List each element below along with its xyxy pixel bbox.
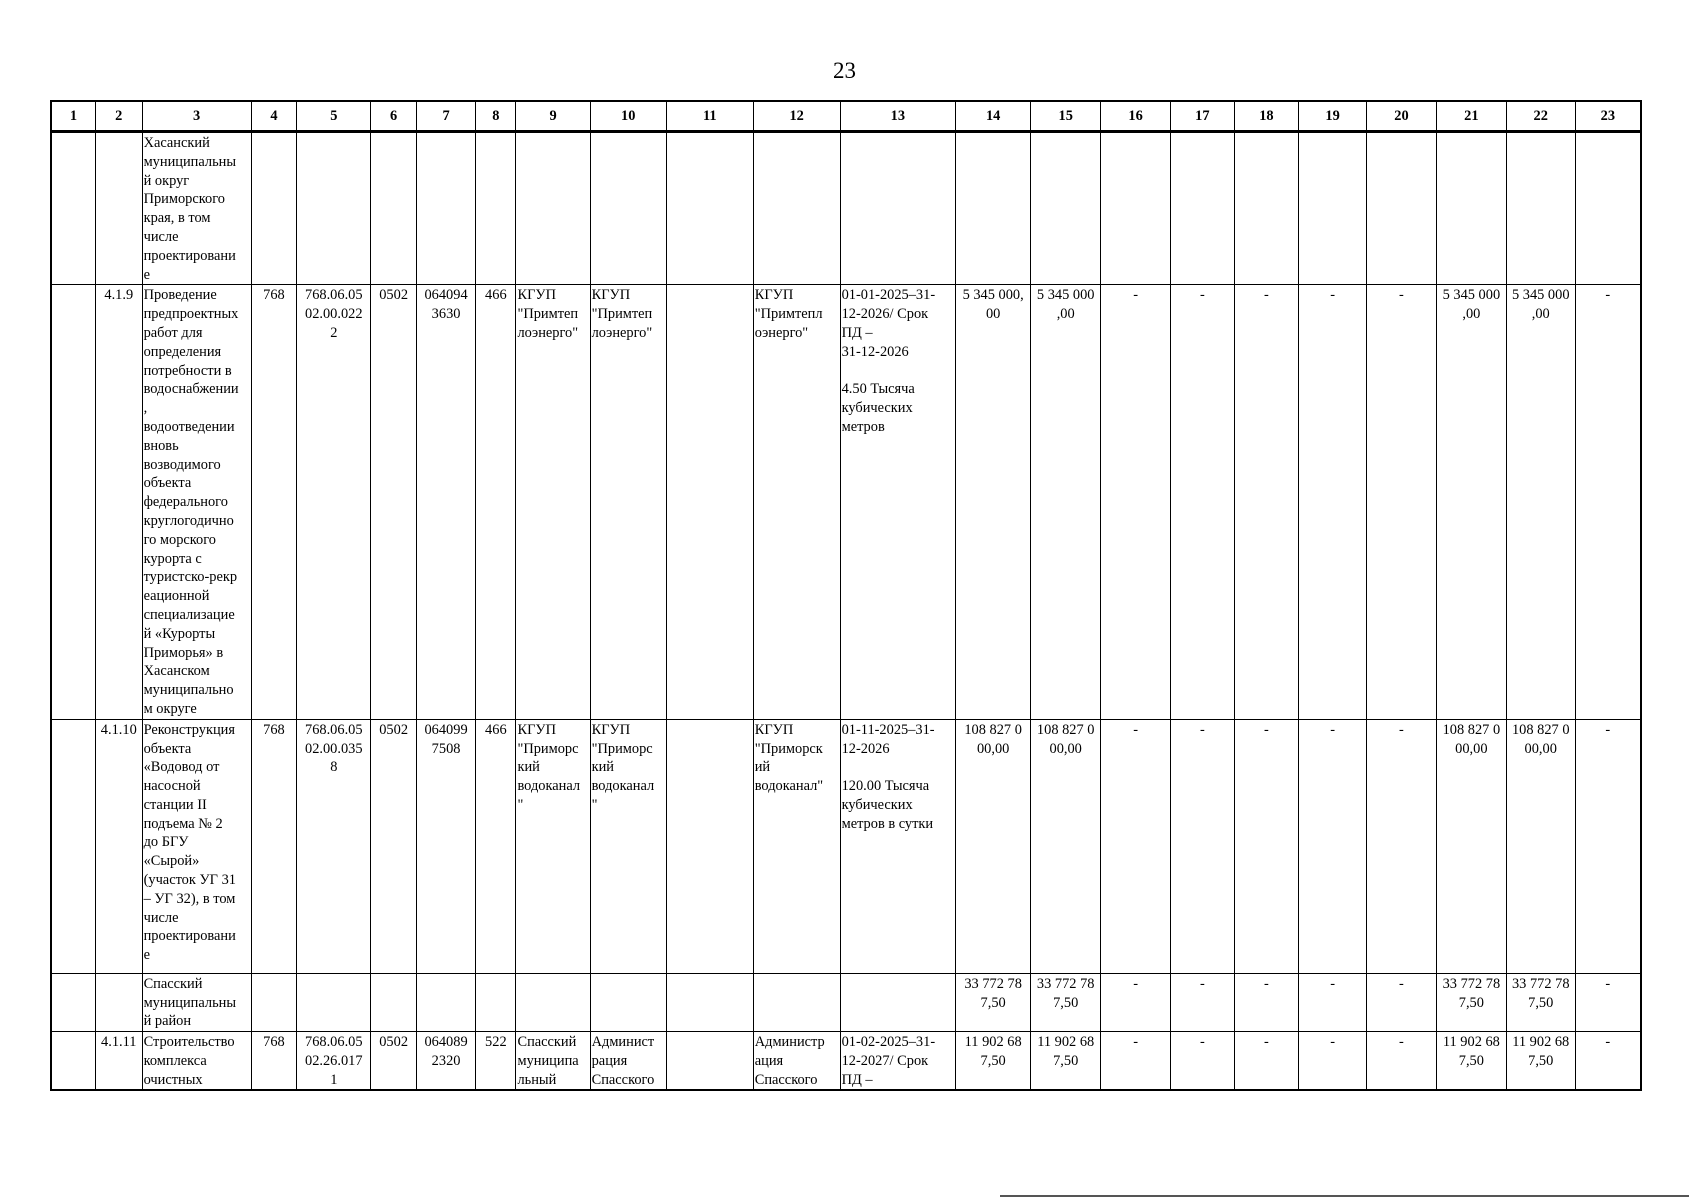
column-header-10: 10: [590, 101, 666, 132]
table-cell-col-6: [371, 719, 417, 973]
table-cell-col-20: [1367, 1032, 1437, 1091]
table-cell-col-22: [1506, 1032, 1575, 1091]
table-cell-col-20: [1367, 719, 1437, 973]
cell-text: Спасский муниципа льный: [517, 1034, 579, 1088]
table-row: [51, 719, 1641, 973]
table-cell-col-14: [956, 285, 1031, 719]
cell-text: 01-01-2025–31- 12-2026/ Срок ПД – 31-12-2026 4.50 Тысяча кубических метров: [841, 287, 936, 435]
cell-text: 0502: [379, 287, 409, 304]
cell-text: Реконструкция объекта «Водовод от насосной станции II подъема № 2 до БГУ «Сырой» (участок УГ 31 – УГ 32), в том числе проектировани е: [143, 721, 236, 964]
table-row: [51, 285, 1641, 719]
table-cell-col-22: [1506, 973, 1575, 1031]
table-cell-col-3: [142, 1032, 251, 1091]
table-cell-col-12: [753, 285, 840, 719]
table-cell-col-11: [666, 973, 753, 1031]
cell-text: КГУП "Приморс кий водоканал ": [517, 721, 581, 813]
table-cell-col-6: [371, 1032, 417, 1091]
cell-text: 01-11-2025–31- 12-2026 120.00 Тысяча кубических метров в сутки: [841, 721, 935, 832]
table-cell-col-21: [1436, 132, 1506, 285]
cell-text: Администр ация Спасского: [754, 1034, 825, 1088]
table-cell-col-11: [666, 132, 753, 285]
table-cell-col-9: [516, 1032, 590, 1091]
cell-text: Строительство комплекса очистных: [143, 1034, 235, 1088]
column-header-6: 6: [371, 101, 417, 132]
table-row: [51, 973, 1641, 1031]
column-header-4: 4: [251, 101, 297, 132]
cell-text: -: [1399, 721, 1404, 738]
table-cell-col-16: [1101, 973, 1171, 1031]
table-cell-col-1: [51, 285, 95, 719]
table-cell-col-5: [297, 973, 371, 1031]
page-number: 23: [833, 58, 856, 83]
table-cell-col-9: [516, 132, 590, 285]
table-cell-col-5: [297, 285, 371, 719]
table-cell-col-14: [956, 1032, 1031, 1091]
cell-text: 466: [485, 721, 507, 738]
table-cell-col-9: [516, 973, 590, 1031]
column-header-14: 14: [956, 101, 1031, 132]
column-header-17: 17: [1171, 101, 1235, 132]
cell-text: 064094 3630: [424, 287, 468, 323]
column-header-1: 1: [51, 101, 95, 132]
cell-text: 522: [485, 1034, 507, 1051]
cell-text: -: [1605, 287, 1611, 304]
table-cell-col-17: [1171, 285, 1235, 719]
table-cell-col-10: [590, 132, 666, 285]
table-cell-col-1: [51, 973, 95, 1031]
cell-text: 768: [263, 287, 285, 304]
table-cell-col-11: [666, 285, 753, 719]
cell-text: 768.06.05 02.00.035 8: [305, 721, 363, 776]
cell-text: 466: [485, 287, 507, 304]
column-header-3: 3: [142, 101, 251, 132]
cell-text: Хасанский муниципальны й округ Приморского края, в том числе проектировани е: [143, 135, 237, 283]
table-cell-col-17: [1171, 1032, 1235, 1091]
table-cell-col-19: [1299, 1032, 1367, 1091]
table-cell-col-3: [142, 719, 251, 973]
table-cell-col-14: [956, 132, 1031, 285]
cell-text: 0502: [379, 721, 409, 738]
table-cell-col-2: [95, 973, 142, 1031]
column-header-16: 16: [1101, 101, 1171, 132]
table-cell-col-13: [840, 719, 955, 973]
cell-text: 5 345 000 ,00: [1511, 287, 1570, 323]
table-cell-col-15: [1031, 719, 1101, 973]
cell-text: -: [1330, 975, 1335, 992]
table-cell-col-3: [142, 285, 251, 719]
table-cell-col-23: [1575, 285, 1641, 719]
table-cell-col-16: [1101, 1032, 1171, 1091]
column-header-21: 21: [1436, 101, 1506, 132]
cell-text: Админист рация Спасского: [591, 1034, 655, 1088]
table-cell-col-12: [753, 973, 840, 1031]
table-cell-col-14: [956, 719, 1031, 973]
column-header-22: 22: [1506, 101, 1575, 132]
table-cell-col-19: [1299, 285, 1367, 719]
table-cell-col-20: [1367, 973, 1437, 1031]
cell-text: КГУП "Примтеп лоэнерго": [517, 287, 579, 341]
table-cell-col-1: [51, 1032, 95, 1091]
cell-text: -: [1199, 1034, 1205, 1051]
table-cell-col-3: [142, 973, 251, 1031]
cell-text: -: [1605, 721, 1611, 738]
cell-text: -: [1264, 975, 1269, 992]
cell-text: КГУП "Примтепл оэнерго": [754, 287, 823, 341]
column-header-23: 23: [1575, 101, 1641, 132]
column-header-11: 11: [666, 101, 753, 132]
table-cell-col-1: [51, 719, 95, 973]
cell-text: 33 772 78 7,50: [1036, 975, 1095, 1011]
table-cell-col-4: [251, 719, 297, 973]
cell-text: 108 827 0 00,00: [1036, 721, 1095, 757]
bottom-rule: [1000, 1195, 1689, 1197]
table-cell-col-23: [1575, 973, 1641, 1031]
table-cell-col-12: [753, 132, 840, 285]
table-cell-col-8: [476, 1032, 516, 1091]
table-cell-col-16: [1101, 285, 1171, 719]
table-cell-col-16: [1101, 719, 1171, 973]
cell-text: 33 772 78 7,50: [964, 975, 1022, 1011]
table-row: [51, 1032, 1641, 1091]
cell-text: -: [1264, 287, 1269, 304]
table-cell-col-15: [1031, 132, 1101, 285]
cell-text: -: [1605, 975, 1611, 992]
table-cell-col-4: [251, 285, 297, 719]
table-cell-col-8: [476, 285, 516, 719]
cell-text: 5 345 000, 00: [962, 287, 1024, 323]
table-cell-col-15: [1031, 285, 1101, 719]
cell-text: 11 902 68 7,50: [1512, 1034, 1570, 1069]
cell-text: -: [1199, 287, 1205, 304]
table-cell-col-18: [1234, 132, 1299, 285]
table-cell-col-5: [297, 132, 371, 285]
column-header-5: 5: [297, 101, 371, 132]
table-cell-col-12: [753, 1032, 840, 1091]
table-cell-col-15: [1031, 973, 1101, 1031]
table-cell-col-11: [666, 719, 753, 973]
table-cell-col-22: [1506, 285, 1575, 719]
cell-text: 064099 7508: [424, 721, 468, 757]
table-cell-col-6: [371, 132, 417, 285]
cell-text: -: [1133, 975, 1138, 992]
cell-text: -: [1399, 1034, 1404, 1051]
column-header-12: 12: [753, 101, 840, 132]
cell-text: 4.1.11: [101, 1034, 137, 1051]
table-cell-col-21: [1436, 1032, 1506, 1091]
table-cell-col-8: [476, 132, 516, 285]
table-cell-col-7: [416, 719, 475, 973]
table-cell-col-13: [840, 285, 955, 719]
cell-text: 11 902 68 7,50: [1442, 1034, 1500, 1069]
cell-text: 5 345 000 ,00: [1442, 287, 1501, 323]
column-header-8: 8: [476, 101, 516, 132]
column-header-13: 13: [840, 101, 955, 132]
cell-text: Проведение предпроектных работ для определения потребности в водоснабжении , водоотведении вновь возводимого объекта федерального круглогодично го морского курорта с туристско-рекр еационной специализацие й «Курорты Приморья» в Хасанском муниципально м округе: [143, 287, 239, 717]
table-cell-col-13: [840, 1032, 955, 1091]
cell-text: -: [1330, 287, 1335, 304]
table-row: [51, 132, 1641, 285]
table-cell-col-4: [251, 1032, 297, 1091]
table-cell-col-7: [416, 285, 475, 719]
cell-text: КГУП "Примтеп лоэнерго": [591, 287, 653, 341]
table-cell-col-22: [1506, 132, 1575, 285]
cell-text: -: [1133, 1034, 1138, 1051]
table-cell-col-17: [1171, 973, 1235, 1031]
cell-text: 768.06.05 02.00.022 2: [305, 287, 363, 341]
table-cell-col-10: [590, 1032, 666, 1091]
table-cell-col-7: [416, 973, 475, 1031]
cell-text: 0502: [379, 1034, 409, 1051]
table-cell-col-18: [1234, 973, 1299, 1031]
cell-text: 33 772 78 7,50: [1442, 975, 1501, 1011]
table-cell-col-5: [297, 719, 371, 973]
cell-text: 768: [263, 721, 285, 738]
table-cell-col-23: [1575, 1032, 1641, 1091]
cell-text: 4.1.9: [104, 287, 134, 304]
cell-text: 01-02-2025–31- 12-2027/ Срок ПД –: [841, 1034, 936, 1088]
table-body: [51, 132, 1641, 1091]
column-header-7: 7: [416, 101, 475, 132]
table-cell-col-21: [1436, 719, 1506, 973]
table-cell-col-5: [297, 1032, 371, 1091]
table-cell-col-8: [476, 973, 516, 1031]
table-cell-col-13: [840, 973, 955, 1031]
cell-text: 4.1.10: [100, 721, 137, 738]
table-cell-col-3: [142, 132, 251, 285]
cell-text: 11 902 68 7,50: [1037, 1034, 1095, 1069]
column-header-2: 2: [95, 101, 142, 132]
table-cell-col-2: [95, 719, 142, 973]
column-header-18: 18: [1234, 101, 1299, 132]
table-cell-col-7: [416, 1032, 475, 1091]
table-cell-col-14: [956, 973, 1031, 1031]
cell-text: -: [1330, 1034, 1335, 1051]
table-cell-col-17: [1171, 719, 1235, 973]
cell-text: 108 827 0 00,00: [964, 721, 1022, 757]
table-cell-col-6: [371, 285, 417, 719]
table-cell-col-12: [753, 719, 840, 973]
cell-text: 33 772 78 7,50: [1511, 975, 1570, 1011]
table-cell-col-16: [1101, 132, 1171, 285]
table-cell-col-17: [1171, 132, 1235, 285]
table-cell-col-20: [1367, 132, 1437, 285]
table-cell-col-19: [1299, 973, 1367, 1031]
cell-text: -: [1264, 1034, 1269, 1051]
cell-text: -: [1199, 975, 1205, 992]
cell-text: 768.06.05 02.26.017 1: [305, 1034, 363, 1088]
data-table: [50, 100, 1642, 1091]
table-cell-col-23: [1575, 132, 1641, 285]
cell-text: -: [1330, 721, 1335, 738]
table-cell-col-20: [1367, 285, 1437, 719]
cell-text: 108 827 0 00,00: [1511, 721, 1570, 757]
table-cell-col-18: [1234, 1032, 1299, 1091]
cell-text: 11 902 68 7,50: [964, 1034, 1022, 1069]
table-cell-col-18: [1234, 285, 1299, 719]
table-cell-col-19: [1299, 132, 1367, 285]
table-cell-col-13: [840, 132, 955, 285]
cell-text: 5 345 000 ,00: [1036, 287, 1095, 323]
table-cell-col-15: [1031, 1032, 1101, 1091]
cell-text: -: [1133, 287, 1138, 304]
table-cell-col-2: [95, 285, 142, 719]
cell-text: 064089 2320: [424, 1034, 468, 1069]
table-cell-col-1: [51, 132, 95, 285]
table-cell-col-6: [371, 973, 417, 1031]
cell-text: -: [1199, 721, 1205, 738]
table-cell-col-10: [590, 973, 666, 1031]
table-cell-col-22: [1506, 719, 1575, 973]
table-cell-col-18: [1234, 719, 1299, 973]
table-cell-col-2: [95, 132, 142, 285]
cell-text: -: [1605, 1034, 1611, 1051]
table-cell-col-11: [666, 1032, 753, 1091]
table-cell-col-9: [516, 285, 590, 719]
cell-text: 768: [263, 1034, 285, 1051]
table-cell-col-8: [476, 719, 516, 973]
cell-text: КГУП "Приморск ий водоканал": [754, 721, 824, 795]
table-cell-col-23: [1575, 719, 1641, 973]
table-cell-col-21: [1436, 973, 1506, 1031]
table-cell-col-9: [516, 719, 590, 973]
cell-text: Спасский муниципальны й район: [143, 975, 237, 1030]
table-cell-col-7: [416, 132, 475, 285]
column-header-9: 9: [516, 101, 590, 132]
table-cell-col-4: [251, 973, 297, 1031]
column-header-20: 20: [1367, 101, 1437, 132]
table-cell-col-10: [590, 285, 666, 719]
cell-text: -: [1133, 721, 1138, 738]
table-cell-col-21: [1436, 285, 1506, 719]
table-cell-col-19: [1299, 719, 1367, 973]
cell-text: КГУП "Приморс кий водоканал ": [591, 721, 655, 813]
cell-text: -: [1399, 287, 1404, 304]
table-cell-col-4: [251, 132, 297, 285]
column-header-19: 19: [1299, 101, 1367, 132]
table-cell-col-2: [95, 1032, 142, 1091]
header-row: [51, 101, 1641, 132]
cell-text: -: [1399, 975, 1404, 992]
cell-text: 108 827 0 00,00: [1442, 721, 1501, 757]
table-cell-col-10: [590, 719, 666, 973]
cell-text: -: [1264, 721, 1269, 738]
column-header-15: 15: [1031, 101, 1101, 132]
